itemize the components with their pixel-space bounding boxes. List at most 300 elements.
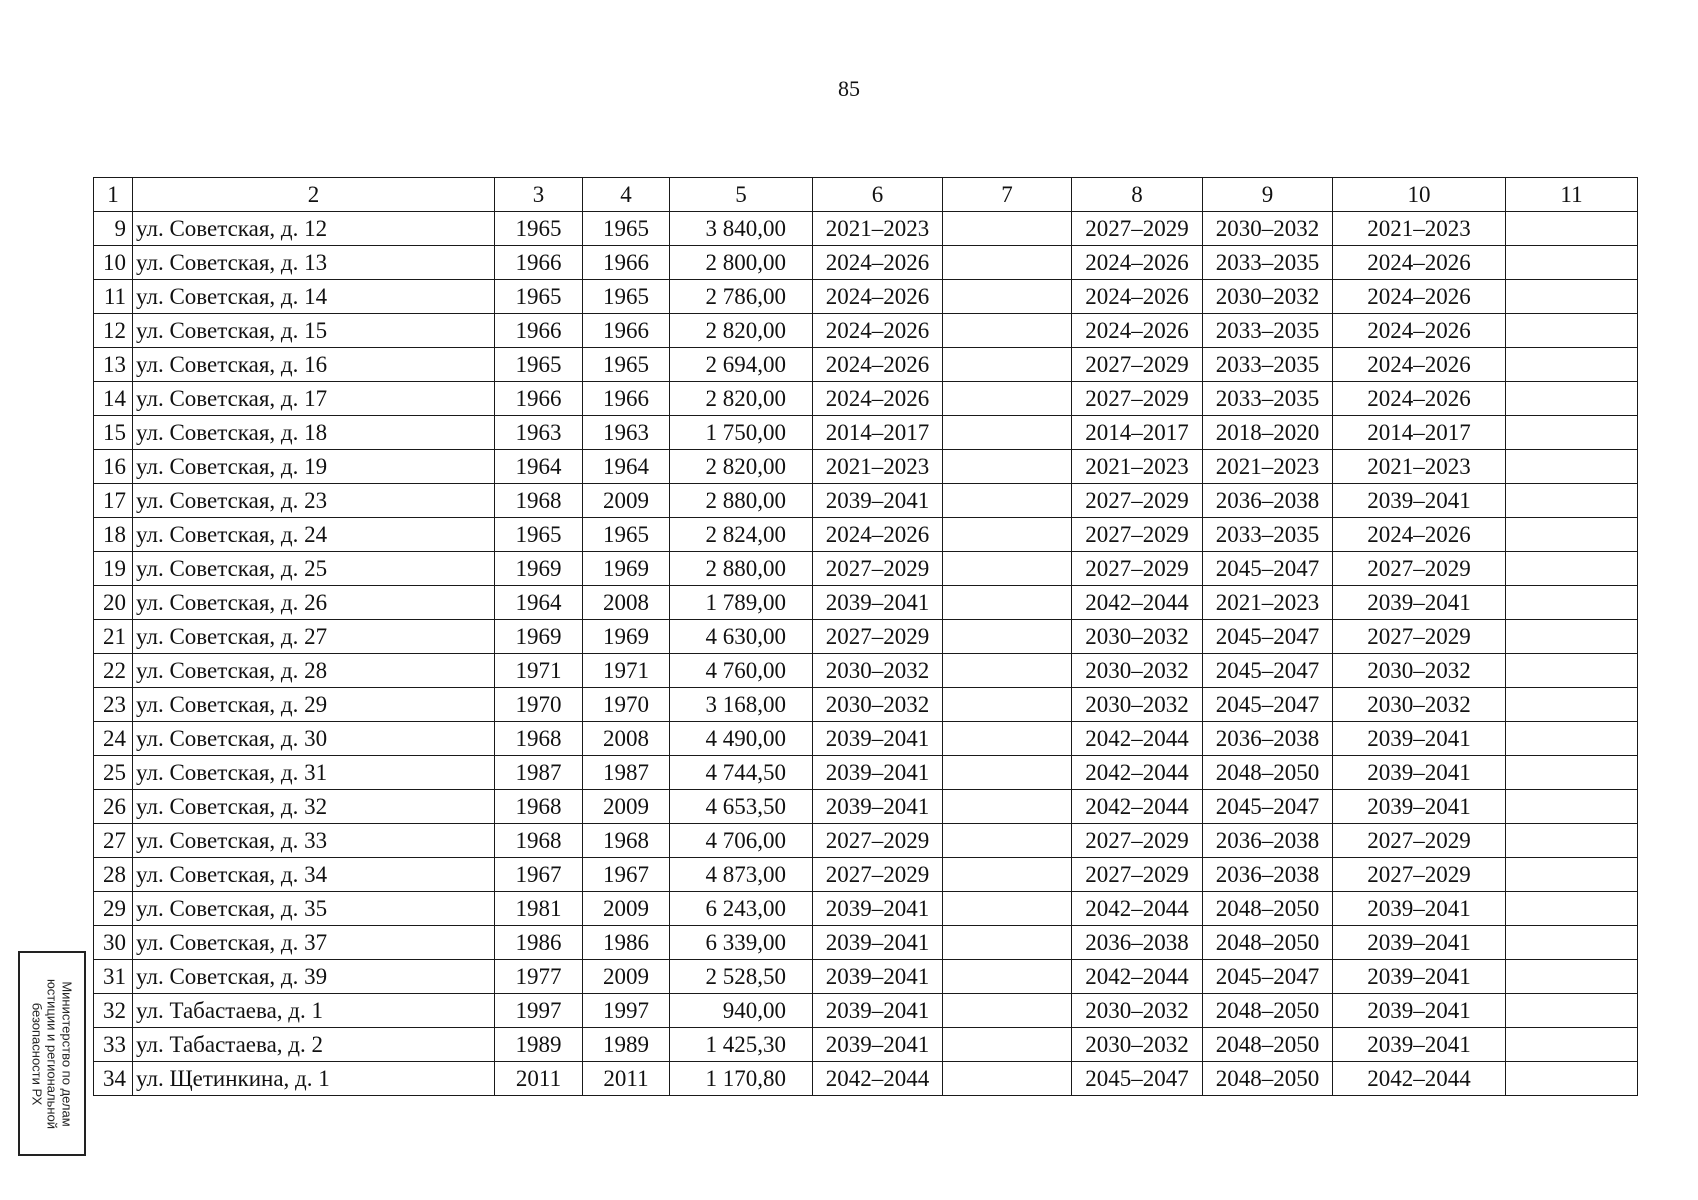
- cell-period-col-9: 2033–2035: [1203, 518, 1333, 552]
- cell-col-11: [1506, 212, 1638, 246]
- cell-col-11: [1506, 994, 1638, 1028]
- cell-build-year: 1965: [495, 518, 583, 552]
- cell-period-col-6: 2039–2041: [813, 994, 943, 1028]
- cell-address: ул. Советская, д. 30: [133, 722, 495, 756]
- cell-area: 3 840,00: [670, 212, 813, 246]
- table-row: [94, 994, 1638, 1028]
- cell-col-7: [943, 518, 1072, 552]
- cell-period-col-8: 2027–2029: [1072, 552, 1203, 586]
- cell-area: 2 528,50: [670, 960, 813, 994]
- cell-commission-year: 1965: [583, 348, 670, 382]
- cell-col-11: [1506, 280, 1638, 314]
- table-row: [94, 416, 1638, 450]
- cell-address: ул. Советская, д. 32: [133, 790, 495, 824]
- cell-period-col-8: 2030–2032: [1072, 994, 1203, 1028]
- table-row: [94, 790, 1638, 824]
- cell-row-number: 27: [94, 824, 133, 858]
- cell-row-number: 32: [94, 994, 133, 1028]
- cell-row-number: 18: [94, 518, 133, 552]
- cell-col-11: [1506, 926, 1638, 960]
- table-row: [94, 858, 1638, 892]
- cell-period-col-8: 2042–2044: [1072, 960, 1203, 994]
- cell-row-number: 14: [94, 382, 133, 416]
- stamp-line: юстиции и региональной: [44, 978, 60, 1129]
- table-row: [94, 246, 1638, 280]
- cell-address: ул. Советская, д. 34: [133, 858, 495, 892]
- cell-row-number: 10: [94, 246, 133, 280]
- cell-period-col-9: 2036–2038: [1203, 824, 1333, 858]
- cell-build-year: 1966: [495, 314, 583, 348]
- cell-commission-year: 2009: [583, 790, 670, 824]
- cell-period-col-6: 2039–2041: [813, 960, 943, 994]
- cell-period-col-6: 2027–2029: [813, 824, 943, 858]
- cell-period-col-10: 2021–2023: [1333, 450, 1506, 484]
- cell-period-col-9: 2033–2035: [1203, 348, 1333, 382]
- cell-col-7: [943, 484, 1072, 518]
- cell-commission-year: 1969: [583, 552, 670, 586]
- cell-col-7: [943, 416, 1072, 450]
- cell-period-col-8: 2014–2017: [1072, 416, 1203, 450]
- cell-address: ул. Щетинкина, д. 1: [133, 1062, 495, 1096]
- cell-col-7: [943, 858, 1072, 892]
- cell-address: ул. Советская, д. 31: [133, 756, 495, 790]
- cell-commission-year: 2008: [583, 722, 670, 756]
- cell-period-col-10: 2027–2029: [1333, 858, 1506, 892]
- column-header-8: 8: [1072, 178, 1203, 212]
- cell-period-col-8: 2030–2032: [1072, 688, 1203, 722]
- cell-period-col-9: 2048–2050: [1203, 994, 1333, 1028]
- cell-period-col-9: 2045–2047: [1203, 688, 1333, 722]
- cell-build-year: 1965: [495, 348, 583, 382]
- cell-period-col-10: 2039–2041: [1333, 722, 1506, 756]
- cell-col-11: [1506, 246, 1638, 280]
- cell-area: 2 820,00: [670, 382, 813, 416]
- cell-col-7: [943, 1062, 1072, 1096]
- cell-area: 4 490,00: [670, 722, 813, 756]
- cell-period-col-8: 2042–2044: [1072, 790, 1203, 824]
- cell-period-col-8: 2030–2032: [1072, 1028, 1203, 1062]
- cell-row-number: 28: [94, 858, 133, 892]
- cell-commission-year: 1964: [583, 450, 670, 484]
- cell-row-number: 15: [94, 416, 133, 450]
- cell-period-col-9: 2045–2047: [1203, 790, 1333, 824]
- cell-build-year: 1968: [495, 790, 583, 824]
- page-number: 85: [838, 76, 860, 101]
- cell-period-col-6: 2039–2041: [813, 1028, 943, 1062]
- cell-col-11: [1506, 722, 1638, 756]
- cell-period-col-9: 2021–2023: [1203, 586, 1333, 620]
- cell-col-11: [1506, 960, 1638, 994]
- cell-col-7: [943, 382, 1072, 416]
- cell-period-col-9: 2045–2047: [1203, 620, 1333, 654]
- cell-row-number: 26: [94, 790, 133, 824]
- cell-commission-year: 2009: [583, 892, 670, 926]
- cell-period-col-6: 2024–2026: [813, 280, 943, 314]
- cell-area: 2 824,00: [670, 518, 813, 552]
- cell-period-col-9: 2048–2050: [1203, 926, 1333, 960]
- cell-col-11: [1506, 790, 1638, 824]
- cell-col-7: [943, 688, 1072, 722]
- cell-col-11: [1506, 484, 1638, 518]
- cell-period-col-9: 2036–2038: [1203, 858, 1333, 892]
- stamp-line: безопасности РХ: [29, 1002, 45, 1105]
- cell-commission-year: 1968: [583, 824, 670, 858]
- table-row: [94, 212, 1638, 246]
- cell-period-col-10: 2027–2029: [1333, 620, 1506, 654]
- cell-col-11: [1506, 892, 1638, 926]
- cell-row-number: 31: [94, 960, 133, 994]
- cell-period-col-9: 2018–2020: [1203, 416, 1333, 450]
- table-row: [94, 348, 1638, 382]
- cell-address: ул. Табастаева, д. 1: [133, 994, 495, 1028]
- cell-period-col-8: 2024–2026: [1072, 246, 1203, 280]
- cell-period-col-10: 2039–2041: [1333, 1028, 1506, 1062]
- cell-commission-year: 1986: [583, 926, 670, 960]
- cell-period-col-8: 2024–2026: [1072, 314, 1203, 348]
- cell-period-col-10: 2039–2041: [1333, 994, 1506, 1028]
- cell-address: ул. Советская, д. 19: [133, 450, 495, 484]
- cell-col-7: [943, 722, 1072, 756]
- cell-area: 940,00: [670, 994, 813, 1028]
- cell-row-number: 25: [94, 756, 133, 790]
- header-row: [94, 178, 1638, 212]
- cell-period-col-6: 2024–2026: [813, 518, 943, 552]
- cell-period-col-9: 2021–2023: [1203, 450, 1333, 484]
- table-row: [94, 1028, 1638, 1062]
- cell-col-7: [943, 246, 1072, 280]
- cell-row-number: 9: [94, 212, 133, 246]
- cell-col-7: [943, 654, 1072, 688]
- cell-commission-year: 1971: [583, 654, 670, 688]
- cell-area: 2 880,00: [670, 484, 813, 518]
- table-row: [94, 688, 1638, 722]
- cell-period-col-10: 2039–2041: [1333, 892, 1506, 926]
- cell-period-col-6: 2021–2023: [813, 212, 943, 246]
- cell-row-number: 12: [94, 314, 133, 348]
- cell-col-11: [1506, 518, 1638, 552]
- cell-period-col-6: 2030–2032: [813, 654, 943, 688]
- cell-row-number: 23: [94, 688, 133, 722]
- cell-address: ул. Советская, д. 26: [133, 586, 495, 620]
- cell-period-col-9: 2048–2050: [1203, 1062, 1333, 1096]
- cell-period-col-6: 2021–2023: [813, 450, 943, 484]
- cell-col-11: [1506, 1028, 1638, 1062]
- cell-build-year: 1966: [495, 246, 583, 280]
- table-row: [94, 926, 1638, 960]
- column-header-1: 1: [94, 178, 133, 212]
- cell-build-year: 1997: [495, 994, 583, 1028]
- cell-address: ул. Советская, д. 18: [133, 416, 495, 450]
- cell-build-year: 1989: [495, 1028, 583, 1062]
- cell-period-col-6: 2024–2026: [813, 246, 943, 280]
- cell-period-col-10: 2030–2032: [1333, 654, 1506, 688]
- cell-period-col-9: 2048–2050: [1203, 892, 1333, 926]
- cell-area: 4 630,00: [670, 620, 813, 654]
- stamp-text: [30, 956, 75, 1151]
- cell-period-col-9: 2036–2038: [1203, 722, 1333, 756]
- cell-address: ул. Советская, д. 23: [133, 484, 495, 518]
- cell-col-11: [1506, 382, 1638, 416]
- cell-period-col-10: 2027–2029: [1333, 824, 1506, 858]
- cell-address: ул. Советская, д. 24: [133, 518, 495, 552]
- cell-col-7: [943, 552, 1072, 586]
- cell-area: 6 243,00: [670, 892, 813, 926]
- cell-period-col-10: 2021–2023: [1333, 212, 1506, 246]
- cell-address: ул. Советская, д. 14: [133, 280, 495, 314]
- cell-period-col-9: 2045–2047: [1203, 960, 1333, 994]
- cell-period-col-9: 2048–2050: [1203, 1028, 1333, 1062]
- cell-address: ул. Советская, д. 16: [133, 348, 495, 382]
- cell-build-year: 1965: [495, 212, 583, 246]
- cell-row-number: 11: [94, 280, 133, 314]
- cell-period-col-8: 2027–2029: [1072, 824, 1203, 858]
- cell-col-7: [943, 756, 1072, 790]
- cell-build-year: 1969: [495, 552, 583, 586]
- cell-area: 2 820,00: [670, 314, 813, 348]
- cell-address: ул. Табастаева, д. 2: [133, 1028, 495, 1062]
- cell-address: ул. Советская, д. 27: [133, 620, 495, 654]
- table-row: [94, 960, 1638, 994]
- cell-period-col-6: 2039–2041: [813, 756, 943, 790]
- cell-area: 4 760,00: [670, 654, 813, 688]
- table-row: [94, 892, 1638, 926]
- cell-commission-year: 2011: [583, 1062, 670, 1096]
- table-row: [94, 756, 1638, 790]
- cell-build-year: 1970: [495, 688, 583, 722]
- cell-area: 1 750,00: [670, 416, 813, 450]
- table-row: [94, 824, 1638, 858]
- column-header-3: 3: [495, 178, 583, 212]
- cell-col-11: [1506, 314, 1638, 348]
- cell-address: ул. Советская, д. 37: [133, 926, 495, 960]
- cell-area: 3 168,00: [670, 688, 813, 722]
- cell-col-11: [1506, 552, 1638, 586]
- cell-period-col-10: 2024–2026: [1333, 518, 1506, 552]
- cell-period-col-6: 2039–2041: [813, 790, 943, 824]
- cell-row-number: 30: [94, 926, 133, 960]
- cell-commission-year: 1963: [583, 416, 670, 450]
- table-row: [94, 620, 1638, 654]
- cell-col-7: [943, 892, 1072, 926]
- cell-row-number: 21: [94, 620, 133, 654]
- cell-period-col-8: 2042–2044: [1072, 756, 1203, 790]
- cell-address: ул. Советская, д. 35: [133, 892, 495, 926]
- cell-area: 2 800,00: [670, 246, 813, 280]
- cell-row-number: 22: [94, 654, 133, 688]
- column-header-4: 4: [583, 178, 670, 212]
- cell-build-year: 1971: [495, 654, 583, 688]
- cell-commission-year: 2008: [583, 586, 670, 620]
- cell-period-col-8: 2027–2029: [1072, 212, 1203, 246]
- cell-col-11: [1506, 416, 1638, 450]
- cell-address: ул. Советская, д. 17: [133, 382, 495, 416]
- cell-period-col-8: 2042–2044: [1072, 586, 1203, 620]
- table-row: [94, 1062, 1638, 1096]
- cell-col-11: [1506, 824, 1638, 858]
- cell-address: ул. Советская, д. 28: [133, 654, 495, 688]
- cell-area: 2 786,00: [670, 280, 813, 314]
- cell-period-col-8: 2045–2047: [1072, 1062, 1203, 1096]
- table-row: [94, 654, 1638, 688]
- cell-period-col-6: 2027–2029: [813, 620, 943, 654]
- cell-period-col-9: 2036–2038: [1203, 484, 1333, 518]
- cell-period-col-10: 2024–2026: [1333, 246, 1506, 280]
- cell-col-7: [943, 960, 1072, 994]
- cell-period-col-9: 2033–2035: [1203, 382, 1333, 416]
- cell-col-7: [943, 926, 1072, 960]
- cell-col-7: [943, 348, 1072, 382]
- cell-period-col-6: 2027–2029: [813, 858, 943, 892]
- table-row: [94, 586, 1638, 620]
- cell-period-col-8: 2042–2044: [1072, 722, 1203, 756]
- cell-area: 1 170,80: [670, 1062, 813, 1096]
- cell-address: ул. Советская, д. 13: [133, 246, 495, 280]
- cell-row-number: 29: [94, 892, 133, 926]
- cell-commission-year: 1965: [583, 212, 670, 246]
- cell-period-col-10: 2039–2041: [1333, 960, 1506, 994]
- cell-commission-year: 1966: [583, 382, 670, 416]
- cell-commission-year: 1970: [583, 688, 670, 722]
- cell-area: 4 706,00: [670, 824, 813, 858]
- cell-commission-year: 1967: [583, 858, 670, 892]
- cell-period-col-10: 2024–2026: [1333, 280, 1506, 314]
- cell-period-col-9: 2045–2047: [1203, 654, 1333, 688]
- table-header: [94, 178, 1638, 212]
- cell-address: ул. Советская, д. 12: [133, 212, 495, 246]
- cell-col-11: [1506, 1062, 1638, 1096]
- cell-col-7: [943, 212, 1072, 246]
- cell-period-col-6: 2030–2032: [813, 688, 943, 722]
- cell-period-col-10: 2024–2026: [1333, 348, 1506, 382]
- cell-build-year: 1963: [495, 416, 583, 450]
- table-body: [94, 212, 1638, 1096]
- cell-period-col-6: 2039–2041: [813, 484, 943, 518]
- cell-address: ул. Советская, д. 15: [133, 314, 495, 348]
- cell-build-year: 1977: [495, 960, 583, 994]
- cell-col-7: [943, 824, 1072, 858]
- cell-area: 4 744,50: [670, 756, 813, 790]
- cell-col-7: [943, 620, 1072, 654]
- cell-period-col-8: 2021–2023: [1072, 450, 1203, 484]
- cell-address: ул. Советская, д. 29: [133, 688, 495, 722]
- column-header-11: 11: [1506, 178, 1638, 212]
- cell-col-11: [1506, 654, 1638, 688]
- cell-row-number: 24: [94, 722, 133, 756]
- cell-period-col-9: 2030–2032: [1203, 212, 1333, 246]
- cell-period-col-8: 2042–2044: [1072, 892, 1203, 926]
- cell-col-7: [943, 314, 1072, 348]
- column-header-7: 7: [943, 178, 1072, 212]
- cell-period-col-10: 2024–2026: [1333, 382, 1506, 416]
- cell-period-col-8: 2027–2029: [1072, 348, 1203, 382]
- cell-address: ул. Советская, д. 39: [133, 960, 495, 994]
- cell-period-col-10: 2039–2041: [1333, 790, 1506, 824]
- cell-period-col-8: 2027–2029: [1072, 858, 1203, 892]
- cell-col-11: [1506, 756, 1638, 790]
- cell-build-year: 1981: [495, 892, 583, 926]
- cell-period-col-8: 2036–2038: [1072, 926, 1203, 960]
- cell-period-col-9: 2048–2050: [1203, 756, 1333, 790]
- cell-area: 4 873,00: [670, 858, 813, 892]
- cell-address: ул. Советская, д. 33: [133, 824, 495, 858]
- cell-period-col-6: 2014–2017: [813, 416, 943, 450]
- cell-area: 1 789,00: [670, 586, 813, 620]
- cell-period-col-6: 2039–2041: [813, 586, 943, 620]
- cell-commission-year: 1966: [583, 314, 670, 348]
- cell-col-7: [943, 790, 1072, 824]
- cell-period-col-10: 2039–2041: [1333, 586, 1506, 620]
- cell-commission-year: 2009: [583, 960, 670, 994]
- cell-col-11: [1506, 348, 1638, 382]
- cell-col-7: [943, 994, 1072, 1028]
- cell-col-11: [1506, 858, 1638, 892]
- cell-period-col-9: 2033–2035: [1203, 314, 1333, 348]
- cell-commission-year: 1987: [583, 756, 670, 790]
- cell-build-year: 1986: [495, 926, 583, 960]
- cell-commission-year: 1966: [583, 246, 670, 280]
- cell-area: 1 425,30: [670, 1028, 813, 1062]
- cell-build-year: 1964: [495, 586, 583, 620]
- cell-period-col-8: 2030–2032: [1072, 620, 1203, 654]
- cell-period-col-8: 2030–2032: [1072, 654, 1203, 688]
- cell-period-col-8: 2027–2029: [1072, 518, 1203, 552]
- cell-col-11: [1506, 688, 1638, 722]
- cell-period-col-6: 2039–2041: [813, 722, 943, 756]
- cell-area: 2 880,00: [670, 552, 813, 586]
- column-header-5: 5: [670, 178, 813, 212]
- cell-address: ул. Советская, д. 25: [133, 552, 495, 586]
- cell-period-col-10: 2014–2017: [1333, 416, 1506, 450]
- cell-col-11: [1506, 586, 1638, 620]
- cell-period-col-10: 2039–2041: [1333, 756, 1506, 790]
- column-header-9: 9: [1203, 178, 1333, 212]
- table-row: [94, 484, 1638, 518]
- cell-build-year: 1987: [495, 756, 583, 790]
- registration-stamp: [18, 951, 86, 1156]
- cell-row-number: 20: [94, 586, 133, 620]
- cell-row-number: 16: [94, 450, 133, 484]
- cell-period-col-8: 2027–2029: [1072, 484, 1203, 518]
- cell-col-11: [1506, 620, 1638, 654]
- cell-commission-year: 1997: [583, 994, 670, 1028]
- column-header-10: 10: [1333, 178, 1506, 212]
- cell-period-col-6: 2024–2026: [813, 382, 943, 416]
- cell-build-year: 1965: [495, 280, 583, 314]
- cell-period-col-9: 2045–2047: [1203, 552, 1333, 586]
- cell-area: 2 694,00: [670, 348, 813, 382]
- cell-build-year: 1968: [495, 722, 583, 756]
- cell-commission-year: 1989: [583, 1028, 670, 1062]
- cell-build-year: 2011: [495, 1062, 583, 1096]
- table-row: [94, 722, 1638, 756]
- cell-row-number: 34: [94, 1062, 133, 1096]
- cell-period-col-10: 2039–2041: [1333, 484, 1506, 518]
- cell-period-col-10: 2039–2041: [1333, 926, 1506, 960]
- cell-row-number: 33: [94, 1028, 133, 1062]
- cell-col-7: [943, 450, 1072, 484]
- cell-area: 2 820,00: [670, 450, 813, 484]
- cell-build-year: 1968: [495, 824, 583, 858]
- cell-col-7: [943, 280, 1072, 314]
- table-row: [94, 552, 1638, 586]
- table-row: [94, 314, 1638, 348]
- cell-period-col-6: 2027–2029: [813, 552, 943, 586]
- cell-period-col-6: 2039–2041: [813, 926, 943, 960]
- cell-period-col-10: 2030–2032: [1333, 688, 1506, 722]
- cell-period-col-10: 2027–2029: [1333, 552, 1506, 586]
- cell-commission-year: 1965: [583, 518, 670, 552]
- cell-period-col-6: 2024–2026: [813, 314, 943, 348]
